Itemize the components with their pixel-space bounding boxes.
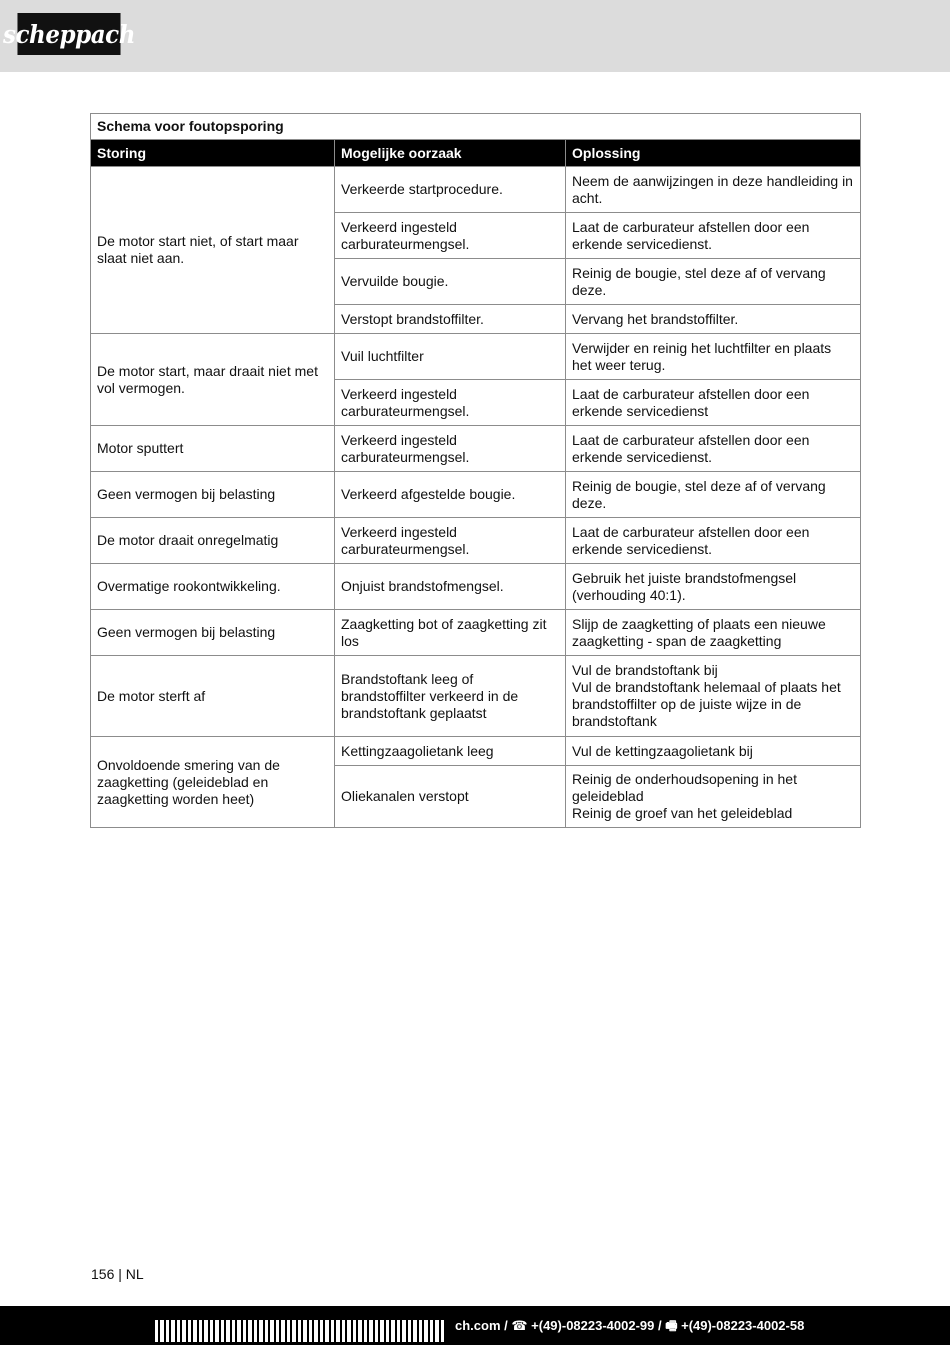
oorzaak-cell: Verkeerde startprocedure. <box>335 167 566 213</box>
oorzaak-cell: Vuil luchtfilter <box>335 334 566 380</box>
oplossing-cell: Laat de carburateur afstellen door een erkende servicedienst. <box>566 518 861 564</box>
table-title: Schema voor foutopsporing <box>91 114 861 140</box>
oorzaak-cell: Vervuilde bougie. <box>335 259 566 305</box>
storing-cell: De motor sterft af <box>91 656 335 737</box>
storing-cell: De motor start niet, of start maar slaat niet aan. <box>91 167 335 334</box>
oorzaak-cell: Zaagketting bot of zaagketting zit los <box>335 610 566 656</box>
storing-cell: Geen vermogen bij belasting <box>91 472 335 518</box>
oplossing-cell: Vul de brandstoftank bij Vul de brandstoftank helemaal of plaats het brandstoffilter op de juiste wijze in de brandstoftank <box>566 656 861 737</box>
oorzaak-cell: Onjuist brandstofmengsel. <box>335 564 566 610</box>
page-number: 156 | NL <box>91 1266 144 1282</box>
column-header-storing: Storing <box>91 140 335 167</box>
storing-cell: De motor start, maar draait niet met vol vermogen. <box>91 334 335 426</box>
storing-cell: De motor draait onregelmatig <box>91 518 335 564</box>
oorzaak-cell: Kettingzaagolietank leeg <box>335 737 566 766</box>
oplossing-cell: Laat de carburateur afstellen door een erkende servicedienst <box>566 380 861 426</box>
oplossing-cell: Gebruik het juiste brandstofmengsel (verhouding 40:1). <box>566 564 861 610</box>
table-row <box>91 472 861 518</box>
oplossing-cell: Reinig de bougie, stel deze af of vervang deze. <box>566 472 861 518</box>
oplossing-cell: Neem de aanwijzingen in deze handleiding in acht. <box>566 167 861 213</box>
table-row <box>91 426 861 472</box>
oplossing-cell: Verwijder en reinig het luchtfilter en plaats het weer terug. <box>566 334 861 380</box>
footer-contact-text: ch.com / ☎ +(49)-08223-4002-99 / 🖷 +(49)-08223-4002-58 <box>455 1318 805 1333</box>
oplossing-cell: Reinig de bougie, stel deze af of vervang deze. <box>566 259 861 305</box>
table-row <box>91 737 861 766</box>
storing-cell: Motor sputtert <box>91 426 335 472</box>
column-header-oorzaak: Mogelijke oorzaak <box>335 140 566 167</box>
oorzaak-cell: Verkeerd ingesteld carburateurmengsel. <box>335 380 566 426</box>
column-header-oplossing: Oplossing <box>566 140 861 167</box>
footer-band <box>0 1306 950 1345</box>
oorzaak-cell: Verstopt brandstoffilter. <box>335 305 566 334</box>
oplossing-cell: Vervang het brandstoffilter. <box>566 305 861 334</box>
oplossing-cell: Vul de kettingzaagolietank bij <box>566 737 861 766</box>
oplossing-cell: Slijp de zaagketting of plaats een nieuwe zaagketting - span de zaagketting <box>566 610 861 656</box>
oorzaak-cell: Verkeerd ingesteld carburateurmengsel. <box>335 426 566 472</box>
table-row <box>91 167 861 213</box>
oorzaak-cell: Verkeerd afgestelde bougie. <box>335 472 566 518</box>
oplossing-cell: Laat de carburateur afstellen door een erkende servicedienst. <box>566 213 861 259</box>
header-band <box>0 0 950 72</box>
table-row <box>91 610 861 656</box>
oplossing-cell: Reinig de onderhoudsopening in het geleideblad Reinig de groef van het geleideblad <box>566 766 861 828</box>
oorzaak-cell: Brandstoftank leeg of brandstoffilter verkeerd in de brandstoftank geplaatst <box>335 656 566 737</box>
footer-barcode-mark <box>155 1320 445 1342</box>
oorzaak-cell: Oliekanalen verstopt <box>335 766 566 828</box>
oplossing-cell: Laat de carburateur afstellen door een erkende servicedienst. <box>566 426 861 472</box>
storing-cell: Overmatige rookontwikkeling. <box>91 564 335 610</box>
troubleshooting-table <box>90 113 861 828</box>
storing-cell: Geen vermogen bij belasting <box>91 610 335 656</box>
table-row <box>91 518 861 564</box>
table-row <box>91 656 861 737</box>
table-row <box>91 564 861 610</box>
oorzaak-cell: Verkeerd ingesteld carburateurmengsel. <box>335 518 566 564</box>
storing-cell: Onvoldoende smering van de zaagketting (geleideblad en zaagketting worden heet) <box>91 737 335 828</box>
table-row <box>91 334 861 380</box>
scheppach-logo: scheppach <box>17 13 120 55</box>
oorzaak-cell: Verkeerd ingesteld carburateurmengsel. <box>335 213 566 259</box>
